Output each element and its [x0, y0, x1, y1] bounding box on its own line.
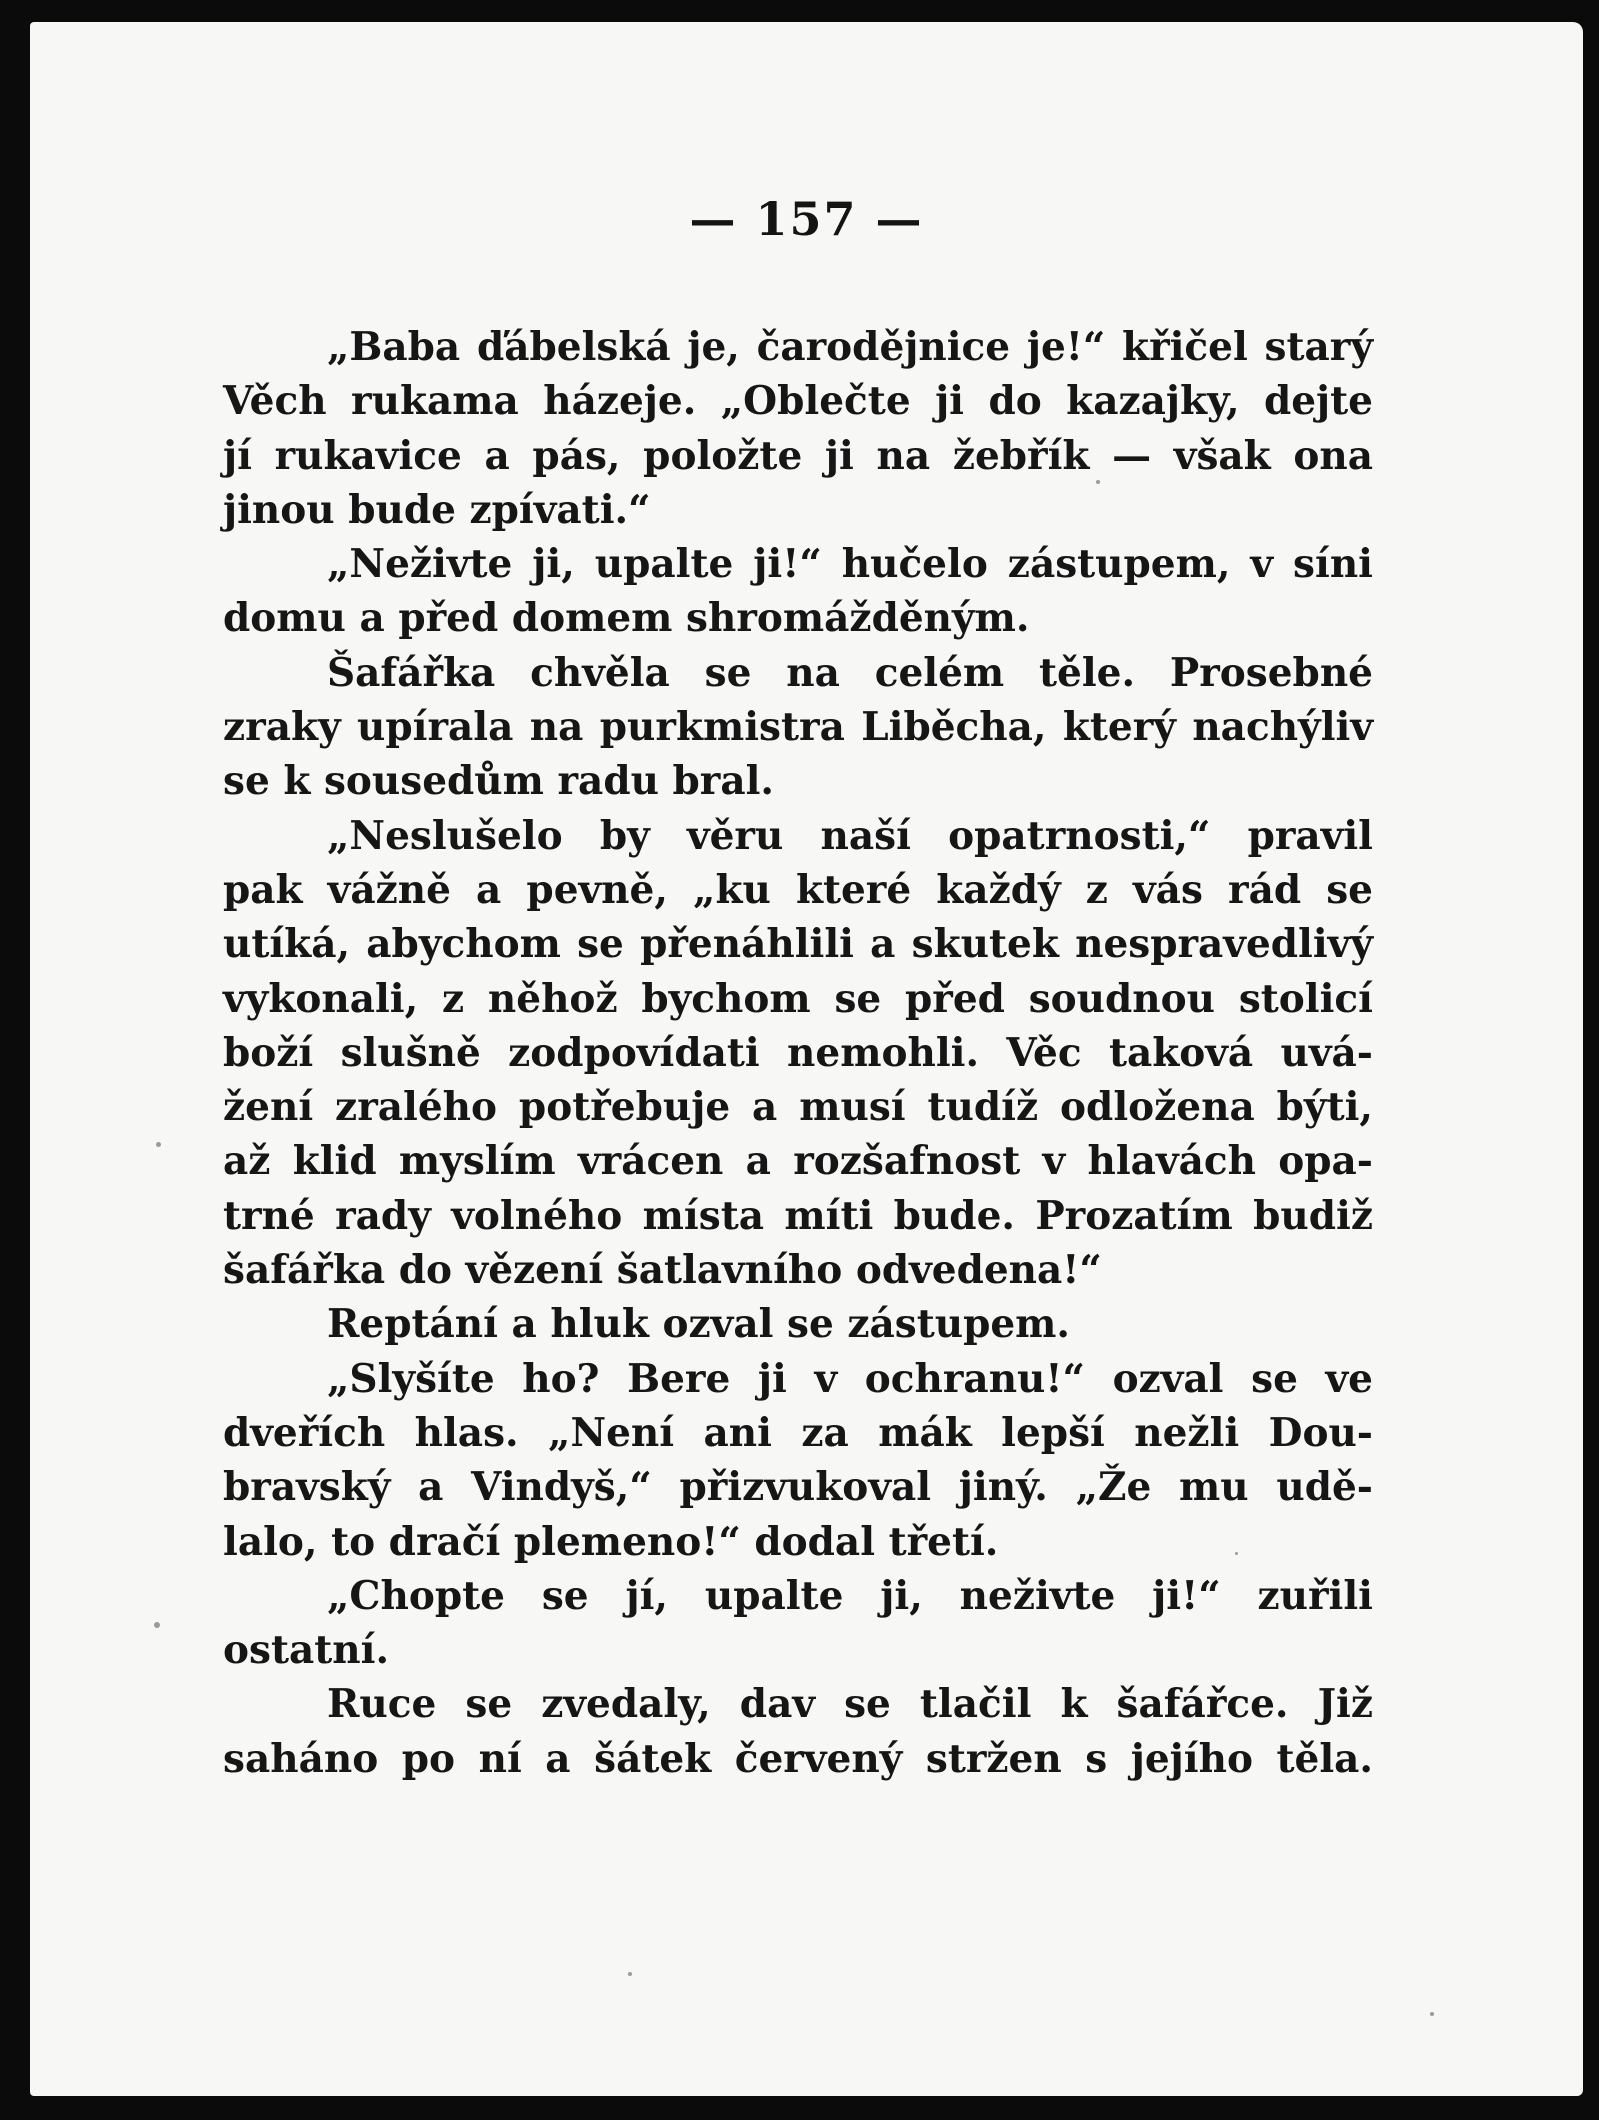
page-body-text — [223, 320, 1373, 1786]
text-line: šafářka do vězení šatlavního odvedena!“ — [223, 1247, 1102, 1294]
text-line: Věch rukama házeje. „Oblečte ji do kazajky, dejte — [223, 378, 1373, 425]
text-line: „Neslušelo by věru naší opatrnosti,“ pravil — [327, 812, 1373, 859]
text-line: domu a před domem shromážděným. — [223, 595, 1030, 642]
text-line: Reptání a hluk ozval se zástupem. — [327, 1301, 1070, 1348]
scan-speck — [1235, 1552, 1238, 1555]
scan-speck — [1096, 480, 1100, 484]
text-line: ostatní. — [223, 1627, 390, 1674]
page-number: — 157 — — [689, 192, 924, 246]
scan-speck — [154, 1622, 160, 1628]
text-line: trné rady volného místa míti bude. Prozatím budiž — [223, 1192, 1373, 1239]
text-line: „Slyšíte ho? Bere ji v ochranu!“ ozval se ve — [327, 1355, 1373, 1402]
text-line: bravský a Vindyš,“ přizvukoval jiný. „Že mu udě- — [223, 1464, 1373, 1511]
text-line: jinou bude zpívati.“ — [223, 486, 651, 533]
text-line: se k sousedům radu bral. — [223, 758, 775, 805]
text-line: „Chopte se jí, upalte ji, neživte ji!“ zuřili — [327, 1572, 1373, 1619]
text-line: Ruce se zvedaly, dav se tlačil k šafářce. Již — [327, 1681, 1373, 1728]
text-line: Šafářka chvěla se na celém těle. Prosebné — [327, 649, 1373, 696]
scan-speck — [1430, 2012, 1434, 2016]
text-line: zraky upírala na purkmistra Liběcha, který nachýliv — [223, 704, 1373, 751]
text-line: až klid myslím vrácen a rozšafnost v hlavách opa- — [223, 1138, 1373, 1185]
scan-speck — [628, 1972, 632, 1976]
text-line: utíká, abychom se přenáhlili a skutek nespravedlivý — [223, 921, 1373, 968]
text-line: saháno po ní a šátek červený stržen s jejího těla. — [223, 1735, 1373, 1782]
book-page — [30, 22, 1583, 2096]
text-line: jí rukavice a pás, položte ji na žebřík — však ona — [223, 432, 1373, 479]
text-line: dveřích hlas. „Není ani za mák lepší nežli Dou- — [223, 1409, 1373, 1456]
text-line: „Baba ďábelská je, čarodějnice je!“ křičel starý — [327, 324, 1373, 370]
text-line: „Neživte ji, upalte ji!“ hučelo zástupem, v síni — [327, 541, 1373, 588]
text-line: boží slušně zodpovídati nemohli. Věc taková uvá- — [223, 1029, 1373, 1076]
text-line: lalo, to dračí plemeno!“ dodal třetí. — [223, 1518, 999, 1565]
text-line: žení zralého potřebuje a musí tudíž odložena býti, — [223, 1084, 1373, 1131]
text-line: pak vážně a pevně, „ku které každý z vás rád se — [223, 866, 1373, 913]
scan-speck — [156, 1142, 161, 1147]
text-line: vykonali, z něhož bychom se před soudnou stolicí — [223, 975, 1373, 1022]
